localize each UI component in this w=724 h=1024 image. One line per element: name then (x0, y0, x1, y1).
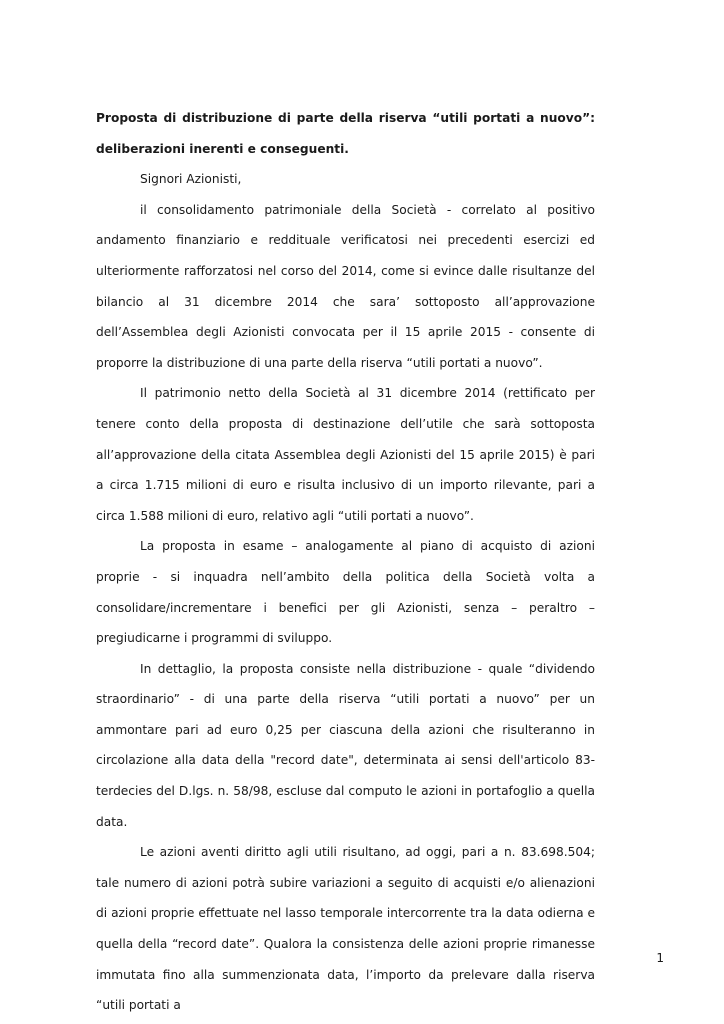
page-number: 1 (656, 951, 664, 965)
paragraph-patrimonio-netto: Il patrimonio netto della Società al 31 dicembre 2014 (rettificato per tenere conto della proposta di destinazione dell’utile che sarà sottoposta all’approvazione della citata Assemblea degli Azionisti del 15 aprile 2015) è pari a circa 1.715 milioni di euro e risulta inclusivo di un importo rilevante, pari a circa 1.588 milioni di euro, relativo agli “utili portati a nuovo”. (96, 386, 595, 523)
document-body (96, 103, 595, 1021)
paragraph-proposta: La proposta in esame – analogamente al piano di acquisto di azioni proprie - si inquadra nell’ambito della politica della Società volta a consolidare/incrementare i benefici per gli Azionisti, senza – peraltro – pregiudicarne i programmi di sviluppo. (96, 539, 595, 646)
paragraph-azioni: Le azioni aventi diritto agli utili risultano, ad oggi, pari a n. 83.698.504; tale numero di azioni potrà subire variazioni a seguito di acquisti e/o alienazioni di azioni proprie effettuate nel lasso temporale intercorrente tra la data odierna e quella della “record date”. Qualora la consistenza delle azioni proprie rimanesse immutata fino alla summenzionata data, l’importo da prelevare dalla riserva “utili portati a (96, 845, 595, 1013)
salutation: Signori Azionisti, (140, 172, 242, 187)
document-title: Proposta di distribuzione di parte della riserva “utili portati a nuovo”: deliberazioni inerenti e conseguenti. (96, 111, 595, 156)
paragraph-dettaglio: In dettaglio, la proposta consiste nella distribuzione - quale “dividendo straordinario” - di una parte della riserva “utili portati a nuovo” per un ammontare pari ad euro 0,25 per ciascuna della azioni che risulteranno in circolazione alla data della "record date", determinata ai sensi dell'articolo 83-terdecies del D.lgs. n. 58/98, escluse dal computo le azioni in portafoglio a quella data. (96, 661, 595, 829)
paragraph-consolidamento: il consolidamento patrimoniale della Società - correlato al positivo andamento finanziario e reddituale verificatosi nei precedenti esercizi ed ulteriormente rafforzatosi nel corso del 2014, come si evince dalle risultanze del bilancio al 31 dicembre 2014 che sara’ sottoposto all’approvazione dell’Assemblea degli Azionisti convocata per il 15 aprile 2015 - consente di proporre la distribuzione di una parte della riserva “utili portati a nuovo”. (96, 202, 595, 370)
